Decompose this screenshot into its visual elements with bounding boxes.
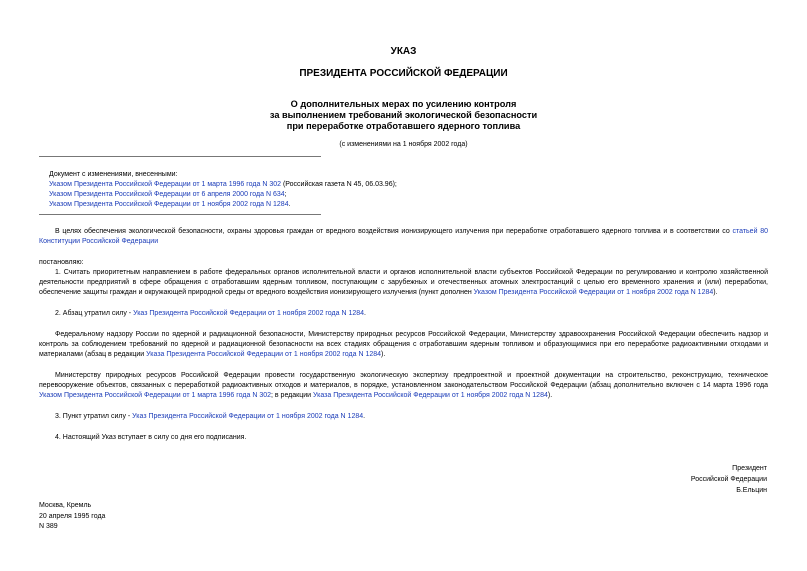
clause-4: 4. Настоящий Указ вступает в силу со дня его подписания. (55, 434, 247, 441)
change-link[interactable]: Указом Президента Российской Федерации от 6 апреля 2000 года N 634 (49, 191, 285, 198)
change-link[interactable]: Указом Президента Российской Федерации от 1 ноября 2002 года N 1284 (49, 201, 289, 208)
amended-note: (с изменениями на 1 ноября 2002 года) (339, 141, 468, 148)
signature-block: Президент Российской Федерации Б.Ельцин (690, 465, 767, 494)
preamble-paragraph: В целях обеспечения экологической безопасности, охраны здоровья граждан от вредного воздействия ионизирующего излучения при переработке отработавшего ядерного топлива и в соответствии со статьей 80 Конституции Российской Федерации (39, 228, 768, 245)
decree-word: постановляю: (39, 259, 84, 266)
amendment-link[interactable]: Указом Президента Российской Федерации от 1 ноября 2002 года N 1284 (473, 289, 714, 296)
doc-subject (0, 99, 807, 132)
clause-3: 3. Пункт утратил силу - Указ Президента Российской Федерации от 1 ноября 2002 года N 1284. (55, 413, 366, 420)
amendment-link[interactable]: Указом Президента Российской Федерации от 1 марта 1996 года N 302 (39, 392, 271, 399)
changes-block (49, 170, 397, 210)
constitution-link[interactable]: статьей 80 Конституции Российской Федерации (39, 228, 768, 245)
change-link[interactable]: Указом Президента Российской Федерации от 1 марта 1996 года N 302 (49, 181, 281, 188)
amendment-link[interactable]: Указа Президента Российской Федерации от 1 ноября 2002 года N 1284 (313, 392, 548, 399)
clause-2-paragraph-2: Министерству природных ресурсов Российской Федерации провести государственную экологическую экспертизу предпроектной и проектной документации на строительство, реконструкцию, техническое перевооружение объектов, связанных с переработкой радиоактивных отходов и материалов, в порядке, установленном законодательством Российской Федерации (абзац дополнительно включен с 14 марта 1996 года Указом Президента Российской Федерации от 1 марта 1996 года N 302; в редакции Указа Президента Российской Федерации от 1 ноября 2002 года N 1284). (39, 372, 768, 399)
place-date-block: Москва, Кремль 20 апреля 1995 года N 389 (39, 502, 106, 530)
divider (39, 214, 321, 215)
divider (39, 156, 321, 157)
change-item: Указом Президента Российской Федерации от 6 апреля 2000 года N 634; (49, 191, 287, 198)
amendment-link[interactable]: Указ Президента Российской Федерации от 1 ноября 2002 года N 1284 (132, 413, 364, 420)
doc-title: УКАЗ (390, 46, 417, 57)
change-item: Указом Президента Российской Федерации от 1 ноября 2002 года N 1284. (49, 201, 291, 208)
clause-2: 2. Абзац утратил силу - Указ Президента Российской Федерации от 1 ноября 2002 года N 1284. (55, 310, 366, 317)
subject-line: О дополнительных мерах по усилению контроля (290, 99, 517, 109)
doc-issuer: ПРЕЗИДЕНТА РОССИЙСКОЙ ФЕДЕРАЦИИ (299, 68, 508, 79)
amendment-link[interactable]: Указа Президента Российской Федерации от 1 ноября 2002 года N 1284 (146, 351, 382, 358)
changes-intro: Документ с изменениями, внесенными: (49, 171, 178, 178)
clause-2-paragraph: Федеральному надзору России по ядерной и радиационной безопасности, Министерству природных ресурсов Российской Федерации, Министерству здравоохранения Российской Федерации обеспечить надзор и контроль за соблюдением требований по ядерной и радиационной безопасности на всех стадиях обращения с отработавшим ядерным топливом и образующимися при его переработке радиоактивными отходами и материалами (абзац в редакции Указа Президента Российской Федерации от 1 ноября 2002 года N 1284). (39, 331, 768, 358)
subject-line: за выполнением требований экологической безопасности (269, 110, 538, 120)
change-item: Указом Президента Российской Федерации от 1 марта 1996 года N 302 (Российская газета N 45, 06.03.96); (49, 181, 397, 188)
clause-1: 1. Считать приоритетным направлением в работе федеральных органов исполнительной власти и органов исполнительной власти субъектов Российской Федерации по регулированию и контролю хозяйственной деятельности предприятий в сфере обращения с отработавшим ядерным топливом, поступающим с зарубежных и отечественных атомных электростанций с целью его временного хранения и (или) переработки, обеспечение защиты граждан и окружающей природной среды от вредного воздействия ионизирующего излучения (пункт дополнен Указом Президента Российской Федерации от 1 ноября 2002 года N 1284). (39, 269, 768, 296)
amendment-link[interactable]: Указ Президента Российской Федерации от 1 ноября 2002 года N 1284 (133, 310, 365, 317)
subject-line: при переработке отработавшего ядерного топлива (286, 121, 521, 131)
